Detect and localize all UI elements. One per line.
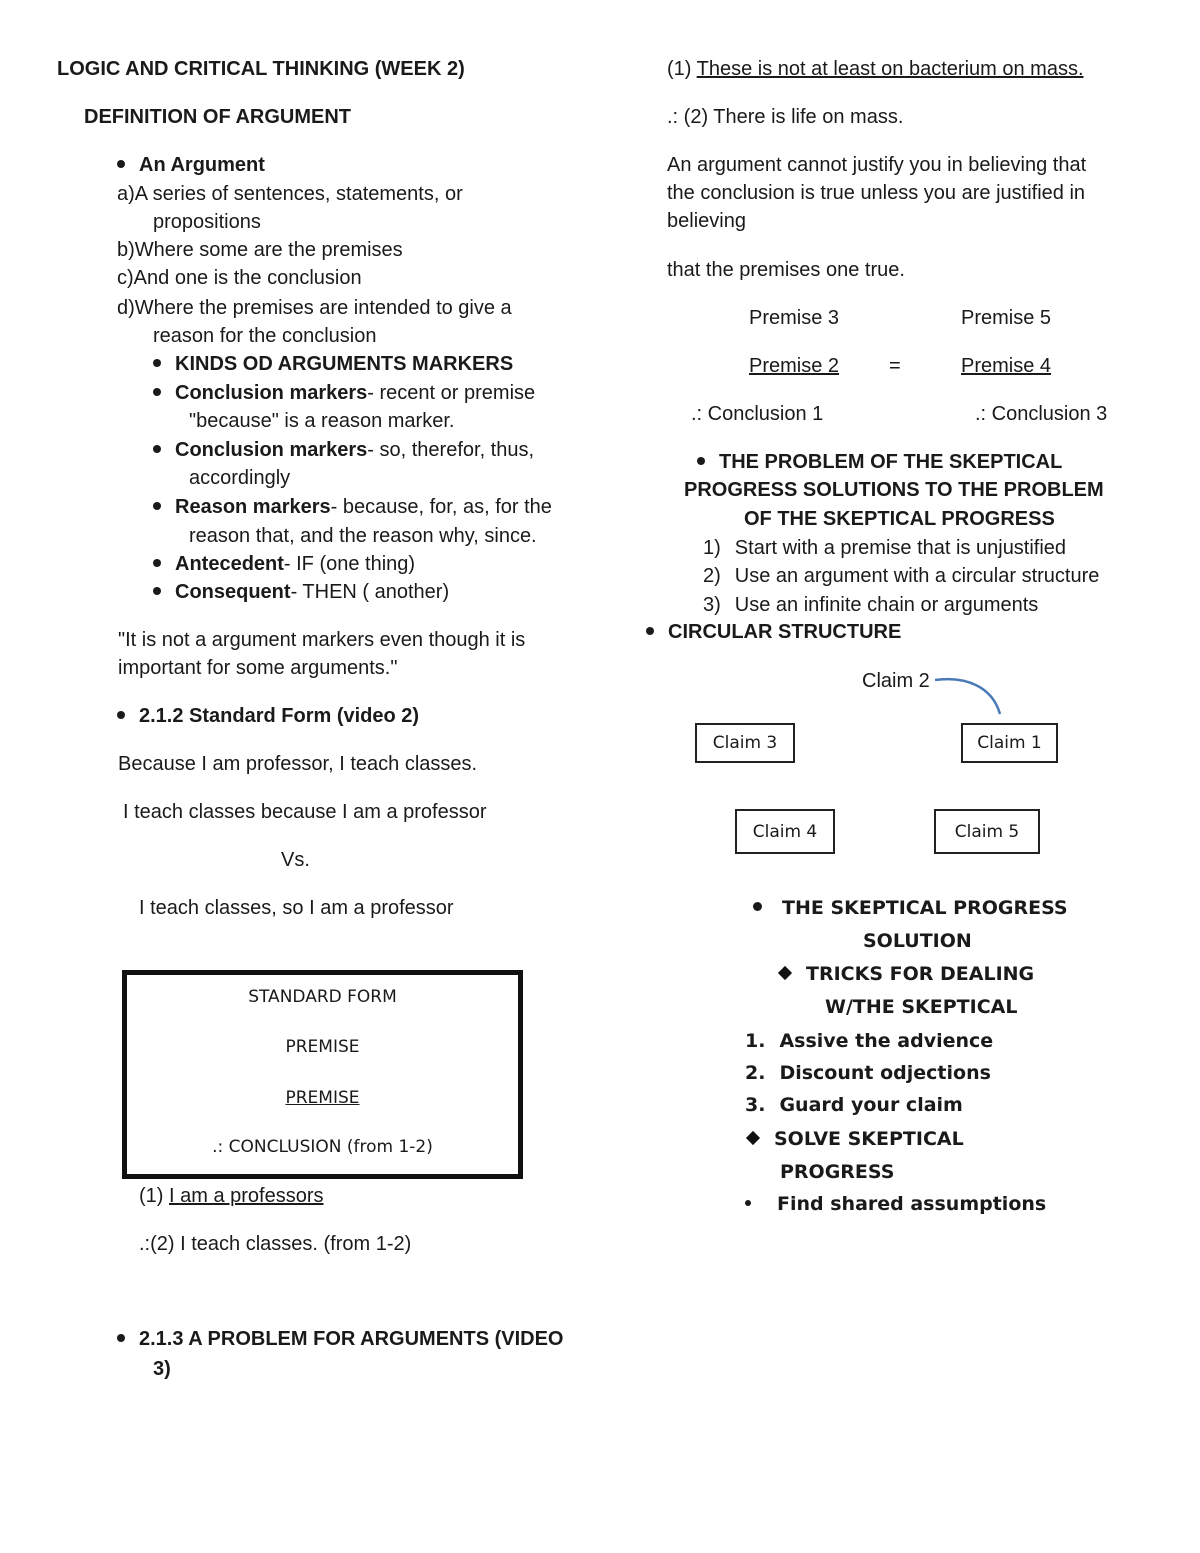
list-marker: b) bbox=[117, 239, 135, 261]
marker-item-cont: accordingly bbox=[189, 467, 291, 489]
find-text: Find shared assumptions bbox=[777, 1193, 1047, 1215]
skeptical-problem-heading-cont: OF THE SKEPTICAL PROGRESS bbox=[744, 508, 1055, 530]
right-premise-1 bbox=[667, 55, 1084, 83]
bullet-icon bbox=[153, 359, 161, 367]
marker-term: Conclusion markers bbox=[175, 382, 368, 404]
numbered-conclusion: .:(2) I teach classes. (from 1-2) bbox=[139, 1233, 412, 1255]
bullet-icon bbox=[697, 457, 705, 465]
paragraph-line: the conclusion is true unless you are justified in bbox=[667, 182, 1086, 204]
trick-text: Guard your claim bbox=[779, 1094, 963, 1116]
paragraph-line: An argument cannot justify you in believing that bbox=[667, 154, 1087, 176]
definition-heading: DEFINITION OF ARGUMENT bbox=[84, 106, 352, 128]
bullet-icon bbox=[117, 711, 125, 719]
premise-2: Premise 2 bbox=[749, 355, 840, 377]
trick-item bbox=[745, 1059, 991, 1087]
premise-number: (1) bbox=[667, 58, 697, 80]
marker-item bbox=[153, 379, 535, 407]
bullet-icon bbox=[117, 160, 125, 168]
list-text: And one is the conclusion bbox=[133, 267, 362, 289]
claim-arrow-connector bbox=[930, 670, 1010, 720]
list-item-a bbox=[117, 180, 463, 208]
bullet-icon bbox=[153, 559, 161, 567]
trick-item bbox=[745, 1091, 963, 1119]
solution-item bbox=[703, 534, 1066, 562]
solution-item bbox=[703, 591, 1038, 619]
claim-3-box: Claim 3 bbox=[695, 723, 795, 763]
trick-item bbox=[745, 1027, 993, 1055]
list-item-a-cont: propositions bbox=[153, 211, 261, 233]
solution-number: 2) bbox=[703, 565, 721, 587]
vs-label: Vs. bbox=[281, 849, 310, 871]
quote-line: important for some arguments." bbox=[118, 657, 398, 679]
solution-item bbox=[703, 562, 1099, 590]
trick-number: 1. bbox=[745, 1030, 766, 1052]
skeptical-problem-heading-cont: PROGRESS SOLUTIONS TO THE PROBLEM bbox=[684, 479, 1104, 501]
trick-number: 2. bbox=[745, 1062, 766, 1084]
solution-number: 3) bbox=[703, 594, 721, 616]
tricks-heading-cont: W/THE SKEPTICAL bbox=[825, 996, 1018, 1018]
trick-text: Discount odjections bbox=[779, 1062, 991, 1084]
solution-number: 1) bbox=[703, 537, 721, 559]
circular-structure-label: CIRCULAR STRUCTURE bbox=[668, 621, 902, 643]
premise-text: These is not at least on bacterium on mass. bbox=[696, 58, 1084, 80]
diamond-bullet-icon bbox=[746, 1131, 760, 1145]
problem-heading-label: 2.1.3 A PROBLEM FOR ARGUMENTS (VIDEO bbox=[139, 1328, 564, 1350]
marker-term: Conclusion markers bbox=[175, 439, 368, 461]
solve-heading-cont: PROGRESS bbox=[780, 1161, 895, 1183]
skeptical-solution-heading-cont: SOLUTION bbox=[863, 930, 972, 952]
marker-desc: - IF (one thing) bbox=[283, 553, 416, 575]
solve-heading bbox=[748, 1125, 964, 1153]
skeptical-solution-heading bbox=[753, 894, 1068, 922]
solution-text: Start with a premise that is unjustified bbox=[734, 537, 1067, 559]
kinds-heading-label: KINDS OD ARGUMENTS MARKERS bbox=[175, 353, 514, 375]
circular-structure-heading bbox=[646, 618, 901, 646]
bullet-icon bbox=[153, 502, 161, 510]
marker-desc: - because, for, as, for the bbox=[330, 496, 552, 518]
premise-4: Premise 4 bbox=[961, 355, 1052, 377]
kinds-heading bbox=[153, 350, 513, 378]
premise-3: Premise 3 bbox=[749, 307, 840, 329]
marker-desc: - THEN ( another) bbox=[290, 581, 450, 603]
list-item-c bbox=[117, 264, 362, 292]
list-item-d bbox=[117, 294, 512, 322]
trick-text: Assive the advience bbox=[779, 1030, 994, 1052]
bullet-icon bbox=[153, 587, 161, 595]
marker-item bbox=[153, 436, 534, 464]
standard-form-title: STANDARD FORM bbox=[248, 987, 397, 1007]
marker-desc: - recent or premise bbox=[367, 382, 536, 404]
marker-term: Reason markers bbox=[175, 496, 331, 518]
standard-form-premise: PREMISE bbox=[285, 1088, 360, 1108]
page-title: LOGIC AND CRITICAL THINKING (WEEK 2) bbox=[57, 58, 465, 80]
example-sentence: I teach classes, so I am a professor bbox=[139, 897, 454, 919]
list-item-b bbox=[117, 236, 403, 264]
find-item bbox=[745, 1190, 1046, 1218]
standard-form-heading bbox=[117, 702, 419, 730]
list-marker: d) bbox=[117, 297, 135, 319]
quote-line: "It is not a argument markers even though it is bbox=[118, 629, 526, 651]
claim-2-label: Claim 2 bbox=[862, 670, 930, 692]
list-marker: a) bbox=[117, 183, 135, 205]
premise-text: I am a professors bbox=[169, 1185, 324, 1207]
standard-form-conclusion: .: CONCLUSION (from 1-2) bbox=[212, 1137, 433, 1157]
bullet-icon bbox=[745, 1200, 751, 1206]
marker-item-cont: reason that, and the reason why, since. bbox=[189, 525, 537, 547]
curved-connector-line bbox=[935, 679, 1000, 714]
marker-term: Antecedent bbox=[175, 553, 284, 575]
marker-item bbox=[153, 493, 552, 521]
list-text: Where some are the premises bbox=[134, 239, 403, 261]
bullet-icon bbox=[646, 627, 654, 635]
an-argument-heading bbox=[117, 151, 265, 179]
tricks-label: TRICKS FOR DEALING bbox=[806, 963, 1035, 985]
solution-text: Use an argument with a circular structure bbox=[734, 565, 1100, 587]
solution-text: Use an infinite chain or arguments bbox=[734, 594, 1039, 616]
problem-heading-cont: 3) bbox=[153, 1358, 171, 1380]
claim-5-box: Claim 5 bbox=[934, 809, 1040, 854]
bullet-icon bbox=[153, 388, 161, 396]
bullet-icon bbox=[753, 902, 762, 911]
marker-desc: - so, therefor, thus, bbox=[367, 439, 535, 461]
paragraph-line: believing bbox=[667, 210, 746, 232]
skeptical-problem-heading bbox=[697, 448, 1062, 476]
claim-1-box: Claim 1 bbox=[961, 723, 1058, 763]
trick-number: 3. bbox=[745, 1094, 766, 1116]
marker-item bbox=[153, 578, 449, 606]
standard-form-premise: PREMISE bbox=[285, 1037, 360, 1057]
bullet-icon bbox=[117, 1334, 125, 1342]
marker-item bbox=[153, 550, 415, 578]
claim-4-box: Claim 4 bbox=[735, 809, 835, 854]
marker-item-cont: "because" is a reason marker. bbox=[189, 410, 455, 432]
example-sentence: Because I am professor, I teach classes. bbox=[118, 753, 478, 775]
solve-label: SOLVE SKEPTICAL bbox=[774, 1128, 964, 1150]
numbered-premise bbox=[139, 1182, 324, 1210]
conclusion-3: .: Conclusion 3 bbox=[975, 403, 1108, 425]
right-conclusion-2: .: (2) There is life on mass. bbox=[667, 106, 904, 128]
premise-5: Premise 5 bbox=[961, 307, 1052, 329]
skeptical-problem-label: THE PROBLEM OF THE SKEPTICAL bbox=[719, 451, 1063, 473]
equals-sign: = bbox=[889, 355, 901, 377]
example-sentence: I teach classes because I am a professor bbox=[123, 801, 487, 823]
premise-number: (1) bbox=[139, 1185, 169, 1207]
tricks-heading bbox=[780, 960, 1034, 988]
list-text: A series of sentences, statements, or bbox=[134, 183, 463, 205]
standard-form-heading-label: 2.1.2 Standard Form (video 2) bbox=[139, 705, 420, 727]
skeptical-solution-label: THE SKEPTICAL PROGRESS bbox=[782, 897, 1068, 919]
list-text: Where the premises are intended to give a bbox=[134, 297, 512, 319]
standard-form-box bbox=[122, 970, 523, 1179]
problem-heading bbox=[117, 1325, 563, 1353]
conclusion-1: .: Conclusion 1 bbox=[691, 403, 824, 425]
bullet-icon bbox=[153, 445, 161, 453]
an-argument-label: An Argument bbox=[139, 154, 265, 176]
marker-term: Consequent bbox=[175, 581, 291, 603]
list-marker: c) bbox=[117, 267, 134, 289]
paragraph-line: that the premises one true. bbox=[667, 259, 905, 281]
diamond-bullet-icon bbox=[778, 966, 792, 980]
list-item-d-cont: reason for the conclusion bbox=[153, 325, 377, 347]
